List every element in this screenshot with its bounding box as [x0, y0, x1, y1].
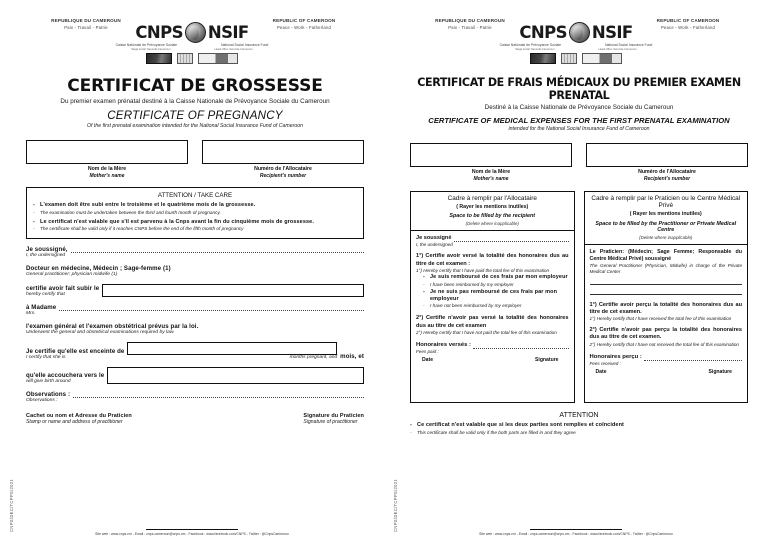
logo-office-en: Head office Yaounde-Cameroon	[598, 47, 637, 51]
mrs-label-en: Mrs.	[26, 311, 36, 317]
attention-item-fr	[33, 219, 357, 226]
recipient-number-label-fr: Numéro de l'Allocataire	[638, 169, 696, 175]
certify-patient-input[interactable]	[102, 284, 364, 297]
attention-item-en	[33, 226, 357, 232]
mrs-row	[26, 304, 364, 316]
months-suffix-en: months pregnant, and	[289, 355, 338, 361]
panel-practitioner-title-en: Space to be filled by the Practitioner or Private Medical Centre	[595, 220, 737, 233]
practitioner-item1-en: 1°) Hereby certify that I have received the total fee of this examination	[589, 316, 732, 322]
examination-label-en: Underwent the general and obstetrical examinations required by law.	[26, 330, 175, 336]
page-footer-right	[384, 529, 768, 536]
iso-certification-icon	[198, 53, 238, 64]
footer-divider	[530, 529, 622, 530]
logo-office-fr: Siège social Yaoundé-Cameroun	[515, 47, 555, 51]
form-panels	[410, 191, 748, 404]
page-header-left	[26, 18, 364, 30]
page-subtitle-en: intended for the National Social Insurance Fund of Cameroon	[508, 126, 650, 132]
practitioner-name-input[interactable]	[590, 284, 743, 285]
birth-label-en: will give birth around	[26, 379, 71, 385]
recipient-option-reimbursed[interactable]	[416, 274, 569, 288]
doctor-qualification-row	[26, 265, 364, 277]
page-certificate-of-medical-expenses	[384, 0, 768, 548]
undersigned-line	[26, 246, 364, 253]
logo-text-cnps: CNPS	[135, 23, 183, 42]
undersigned-row	[26, 246, 364, 258]
logo-subtitle-en: National Social Insurance Fund	[605, 43, 653, 47]
attention-item-text-en: The examination must be undertaken between the third and fourth month of pregnancy.	[40, 209, 221, 215]
mother-name-label-en: Mother's name	[473, 175, 509, 182]
republic-label-fr: REPUBLIQUE DU CAMEROUN	[51, 18, 121, 23]
observations-row	[26, 391, 364, 403]
page-title-fr: CERTIFICAT DE FRAIS MÉDICAUX DU PREMIER EXAMEN PRENATAL	[417, 75, 741, 102]
page-title-en: CERTIFICATE OF PREGNANCY	[107, 108, 283, 122]
birth-label-fr: qu'elle accouchera vers le	[26, 372, 105, 380]
attention-item-en	[410, 430, 748, 436]
undersigned-input[interactable]	[71, 247, 364, 253]
recipient-sub2-en: I have not been reimbursed by my employer	[430, 303, 522, 309]
attention-title-left: ATTENTION / TAKE CARE	[157, 191, 233, 199]
title-block-left	[26, 76, 364, 130]
recipient-signature-label: Signature	[535, 357, 559, 364]
bullet-dash-icon: -	[423, 303, 425, 309]
logo-office-fr: Siège social Yaoundé-Cameroun	[131, 47, 171, 51]
undersigned-label-en: I, the undersigned	[26, 253, 66, 259]
signature-label-fr: Signature du Praticien	[303, 413, 364, 420]
page-subtitle-fr: Destiné à la Caisse Nationale de Prévoyance Sociale du Cameroun	[484, 103, 674, 111]
recipient-signature-area[interactable]	[416, 363, 569, 385]
practitioner-item2-fr: 2°) Certifie n'avoir pas perçu la totalité des honoraires dus au titre de cet examen.	[589, 327, 742, 341]
bullet-dash-icon: -	[423, 281, 425, 287]
attention-item-fr	[33, 202, 357, 209]
undersigned-label-fr: Je soussigné,	[26, 246, 68, 254]
recipient-undersigned-line	[416, 235, 569, 242]
recipient-fees-input[interactable]	[473, 343, 568, 349]
practitioner-address-input[interactable]	[590, 294, 743, 295]
logo-office-en: Head office Yaounde-Cameroon	[214, 47, 253, 51]
bullet-dash-icon: -	[33, 226, 35, 232]
identity-fields-left	[26, 140, 364, 179]
panel-practitioner-note-en: (Delete where inapplicable)	[639, 234, 693, 240]
attention-item-text-en: The certificate shall be valid only if it reaches CNPS before the end of the fifth month of pregnancy	[40, 226, 244, 232]
recipient-fees-line	[416, 342, 569, 350]
panel-recipient-header	[411, 192, 574, 231]
footer-contact-text: Site web : www.cnps.cm - Email : cnps.cameroun@cnps.cm - Facebook : www.facebook.com/CNPS - Twitter : @CnpsCameroun	[479, 532, 673, 536]
logo-subtitle-row-2	[131, 48, 252, 51]
recipient-number-label-en: Recipient's number	[259, 172, 307, 179]
certify-label-en: hereby certify that	[26, 292, 65, 298]
panel-recipient-body	[411, 231, 574, 402]
page-header-right	[410, 18, 748, 30]
bullet-dash-icon: -	[423, 288, 425, 295]
seal-icon	[177, 53, 193, 64]
stamp-label-en: Stamp or name and address of practitioner	[26, 419, 123, 426]
certify-label-fr: certifie avoir fait subir le	[26, 285, 100, 293]
observations-input[interactable]	[73, 392, 364, 398]
pregnancy-months-labels	[26, 348, 124, 360]
seal-icon	[561, 53, 577, 64]
attention-box-right	[410, 412, 748, 436]
observations-label-en: Observations :	[26, 398, 58, 404]
identity-fields-right	[410, 143, 748, 182]
republic-label-en: REPUBLIC OF CAMEROON	[272, 18, 336, 23]
panel-practitioner-body	[585, 245, 748, 402]
option-row-en	[423, 282, 569, 288]
republic-block-fr	[26, 18, 146, 30]
panel-recipient-title-en: Space to be filled by the recipient	[449, 213, 536, 220]
recipient-undersigned-label-en: I, the undersigned	[416, 242, 453, 248]
panel-recipient-note-fr: ( Rayer les mentions inutiles)	[456, 203, 529, 210]
practitioner-intro-fr: Le Praticien: (Médecin; Sage Femme; Responsable du Centre Médical Privé) soussigné	[589, 248, 742, 262]
option-row-fr	[423, 289, 569, 303]
doctor-label-en: General practitioner; physician midwife (1)	[26, 272, 118, 278]
certify-labels	[26, 285, 99, 297]
page-subtitle-en: Of the first prenatal examination intended for the National Social Insurance Fund of Cameroon	[87, 123, 303, 129]
observations-line	[26, 391, 364, 398]
panel-recipient-title-fr: Cadre à remplir par l'Allocataire	[447, 194, 537, 202]
signature-label-en: Signature of practitioner	[303, 419, 358, 426]
logo-text-cnps: CNPS	[519, 23, 567, 42]
iso-certification-icon	[582, 53, 622, 64]
recipient-number-field-group	[586, 143, 748, 182]
doctor-label-fr: Docteur en médecine, Médecin ; Sage-femme (1)	[26, 265, 171, 273]
panel-recipient-note-en: (Delete where inapplicable)	[465, 221, 519, 227]
republic-block-en	[628, 18, 748, 30]
panel-practitioner	[584, 191, 749, 404]
footer-divider	[146, 529, 238, 530]
motto-label-en: Peace - Work - Fatherland	[660, 24, 716, 30]
mother-name-label-fr: Nom de la Mère	[471, 169, 511, 175]
months-suffix-group	[340, 353, 364, 360]
recipient-number-label-en: Recipient's number	[643, 175, 691, 182]
recipient-item2-en: 2°) Hereby certify that I have not paid the total fee of this examination	[416, 329, 557, 335]
mother-name-input[interactable]	[26, 140, 188, 164]
logo-subtitle-en: National Social Insurance Fund	[221, 43, 269, 47]
page-title-en: CERTIFICATE OF MEDICAL EXPENSES FOR THE FIRST PRENATAL EXAMINATION	[428, 115, 730, 125]
practitioner-item2-en: 2°) Hereby certify that I have not received the total fee of this examination	[589, 341, 739, 347]
bullet-dash-icon: -	[410, 430, 412, 436]
practitioner-item1-fr: 1°) Certifie avoir perçu la totalité des honoraires dus au titre de cet examen.	[589, 301, 742, 315]
certification-badges	[530, 53, 622, 64]
qrcode-icon	[146, 53, 172, 64]
page-side-code-left: CNPS/DEC/TCPPS/2021	[9, 479, 14, 532]
logo-subtitle-row-2	[515, 48, 636, 51]
birth-date-row	[26, 367, 364, 384]
recipient-undersigned-label-fr: Je soussigné	[416, 235, 452, 242]
page-side-code-right: CNPS/DEC/TCPPS/2021	[393, 479, 398, 532]
recipient-number-input[interactable]	[202, 140, 364, 164]
recipient-fees-label-fr: Honoraires versés :	[416, 341, 472, 348]
mrs-line	[26, 304, 364, 311]
recipient-number-input[interactable]	[586, 143, 748, 167]
bullet-dash-icon: -	[410, 422, 412, 429]
option-row-en	[423, 303, 569, 309]
motto-label-fr: Paix - Travail - Patrie	[448, 24, 492, 30]
bullet-dash-icon: -	[33, 218, 35, 225]
motto-label-fr: Paix - Travail - Patrie	[64, 24, 108, 30]
attention-item-text-fr: Ce certificat n'est valable que si les deux parties sont remplies et coïncident	[417, 422, 624, 429]
practitioner-signature-label: Signature	[708, 369, 732, 376]
attention-item-text-en: This certificate shall be valid only if the both parts are filled in and they agree	[417, 430, 576, 436]
observations-label-fr: Observations :	[26, 391, 71, 399]
mother-name-label-fr: Nom de la Mère	[87, 166, 127, 172]
signature-row-left	[26, 413, 364, 425]
recipient-sub1-en: I have been reimbursed by my employer	[430, 281, 514, 287]
page-footer-left	[0, 529, 384, 536]
attention-item-fr	[410, 422, 748, 429]
motto-label-en: Peace - Work - Fatherland	[276, 24, 332, 30]
recipient-number-label-fr: Numéro de l'Allocataire	[254, 166, 312, 172]
logo-subtitle-row	[116, 43, 269, 47]
bullet-dash-icon: -	[33, 201, 35, 208]
panel-practitioner-title-fr: Cadre à remplir par le Praticien ou le Centre Médical Privé	[591, 194, 741, 210]
logo-subtitle-fr: Caisse Nationale de Prévoyance Sociale	[499, 43, 562, 47]
recipient-item2-fr: 2°) Certifie n'avoir pas versé la totalité des honoraires dus au titre de cet examen	[416, 315, 569, 329]
logo-text-nsif: NSIF	[207, 23, 249, 42]
page-subtitle-fr: Du premier examen prénatal destiné à la Caisse Nationale de Prévoyance Sociale du Cameroun	[60, 97, 330, 105]
stamp-block	[26, 413, 132, 425]
pregnant-label-fr: Je certifie qu'elle est enceinte de	[26, 348, 125, 356]
recipient-sub2-fr: Je ne suis pas remboursé de ces frais par mon employeur	[430, 288, 558, 302]
recipient-option-not-reimbursed[interactable]	[416, 289, 569, 310]
bullet-dash-icon: -	[423, 273, 425, 280]
practitioner-fees-label-fr: Honoraires perçu :	[589, 353, 642, 360]
birth-date-labels	[26, 372, 104, 384]
logo-text-nsif: NSIF	[591, 23, 633, 42]
logo-subtitle-row	[500, 43, 653, 47]
attention-item-text-fr: L'examen doit être subi entre le troisième et le quatrième mois de la grossesse.	[40, 201, 256, 208]
recipient-sub1-fr: Je suis remboursé de ces frais par mon employeur	[430, 273, 568, 280]
recipient-item1-en: 1°) Hereby certify that I have paid the total fee of this examination	[416, 267, 550, 273]
pregnancy-months-input-wrap	[127, 342, 337, 360]
logo-subtitle-fr: Caisse Nationale de Prévoyance Sociale	[115, 43, 178, 47]
pregnant-label-en: I certify that she is	[26, 355, 66, 361]
mother-name-input[interactable]	[410, 143, 572, 167]
certification-badges	[146, 53, 238, 64]
practitioner-signature-area[interactable]	[590, 375, 743, 397]
recipient-undersigned-input[interactable]	[454, 236, 568, 242]
birth-date-input[interactable]	[107, 367, 364, 384]
practitioner-intro-en: The General Practitioner (Physician, Midwife) in charge of the Private Medical Center	[589, 262, 742, 274]
attention-item-text-fr: Le certificat n'est valable que s'il est parvenu à la Cnps avant la fin du cinquième mois de grossesse.	[40, 218, 314, 225]
mother-name-label-en: Mother's name	[89, 172, 125, 179]
signature-block	[303, 413, 364, 425]
examination-label-fr: l'examen général et l'examen obstétrical prévus par la loi.	[26, 323, 199, 331]
mrs-input[interactable]	[59, 305, 364, 311]
attention-item-en	[33, 210, 357, 216]
republic-label-fr: REPUBLIQUE DU CAMEROUN	[435, 18, 505, 23]
recipient-date-label: Date	[422, 357, 434, 364]
practitioner-fees-label-en: Fees received :	[589, 361, 621, 367]
panel-practitioner-header	[585, 192, 748, 245]
republic-label-en: REPUBLIC OF CAMEROON	[656, 18, 720, 23]
recipient-item1-fr: 1°) Certifie avoir versé la totalité des honoraires dus au titre de cet examen :	[416, 253, 569, 267]
republic-block-en	[244, 18, 364, 30]
pregnancy-months-input[interactable]	[127, 342, 337, 355]
practitioner-fees-input[interactable]	[644, 355, 742, 361]
attention-box-left	[26, 187, 364, 240]
panel-practitioner-note-fr: ( Rayer les mentions inutiles)	[629, 211, 702, 218]
practitioner-date-label: Date	[595, 369, 607, 376]
pregnancy-months-row	[26, 342, 364, 360]
footer-contact-text: Site web : www.cnps.cm - Email : cnps.cameroun@cnps.cm - Facebook : www.facebook.com/CNPS - Twitter : @CnpsCameroun	[95, 532, 289, 536]
stamp-label-fr: Cachet ou nom et Adresse du Praticien	[26, 413, 132, 420]
panel-recipient	[410, 191, 575, 404]
months-suffix-fr: mois, et	[340, 353, 364, 361]
mother-name-field-group	[410, 143, 572, 182]
recipient-number-field-group	[202, 140, 364, 179]
attention-title-right: ATTENTION	[559, 412, 599, 420]
republic-block-fr	[410, 18, 530, 30]
examination-row	[26, 323, 364, 335]
option-row-fr	[423, 274, 569, 281]
mother-name-field-group	[26, 140, 188, 179]
practitioner-fees-line	[590, 354, 743, 362]
qrcode-icon	[530, 53, 556, 64]
page-title-fr: CERTIFICAT DE GROSSESSE	[67, 75, 323, 96]
certify-row	[26, 284, 364, 297]
mrs-label-fr: à Madame	[26, 304, 57, 312]
title-block-right	[410, 76, 748, 133]
recipient-fees-label-en: Fees paid :	[416, 349, 439, 355]
bullet-dash-icon: -	[33, 209, 35, 215]
